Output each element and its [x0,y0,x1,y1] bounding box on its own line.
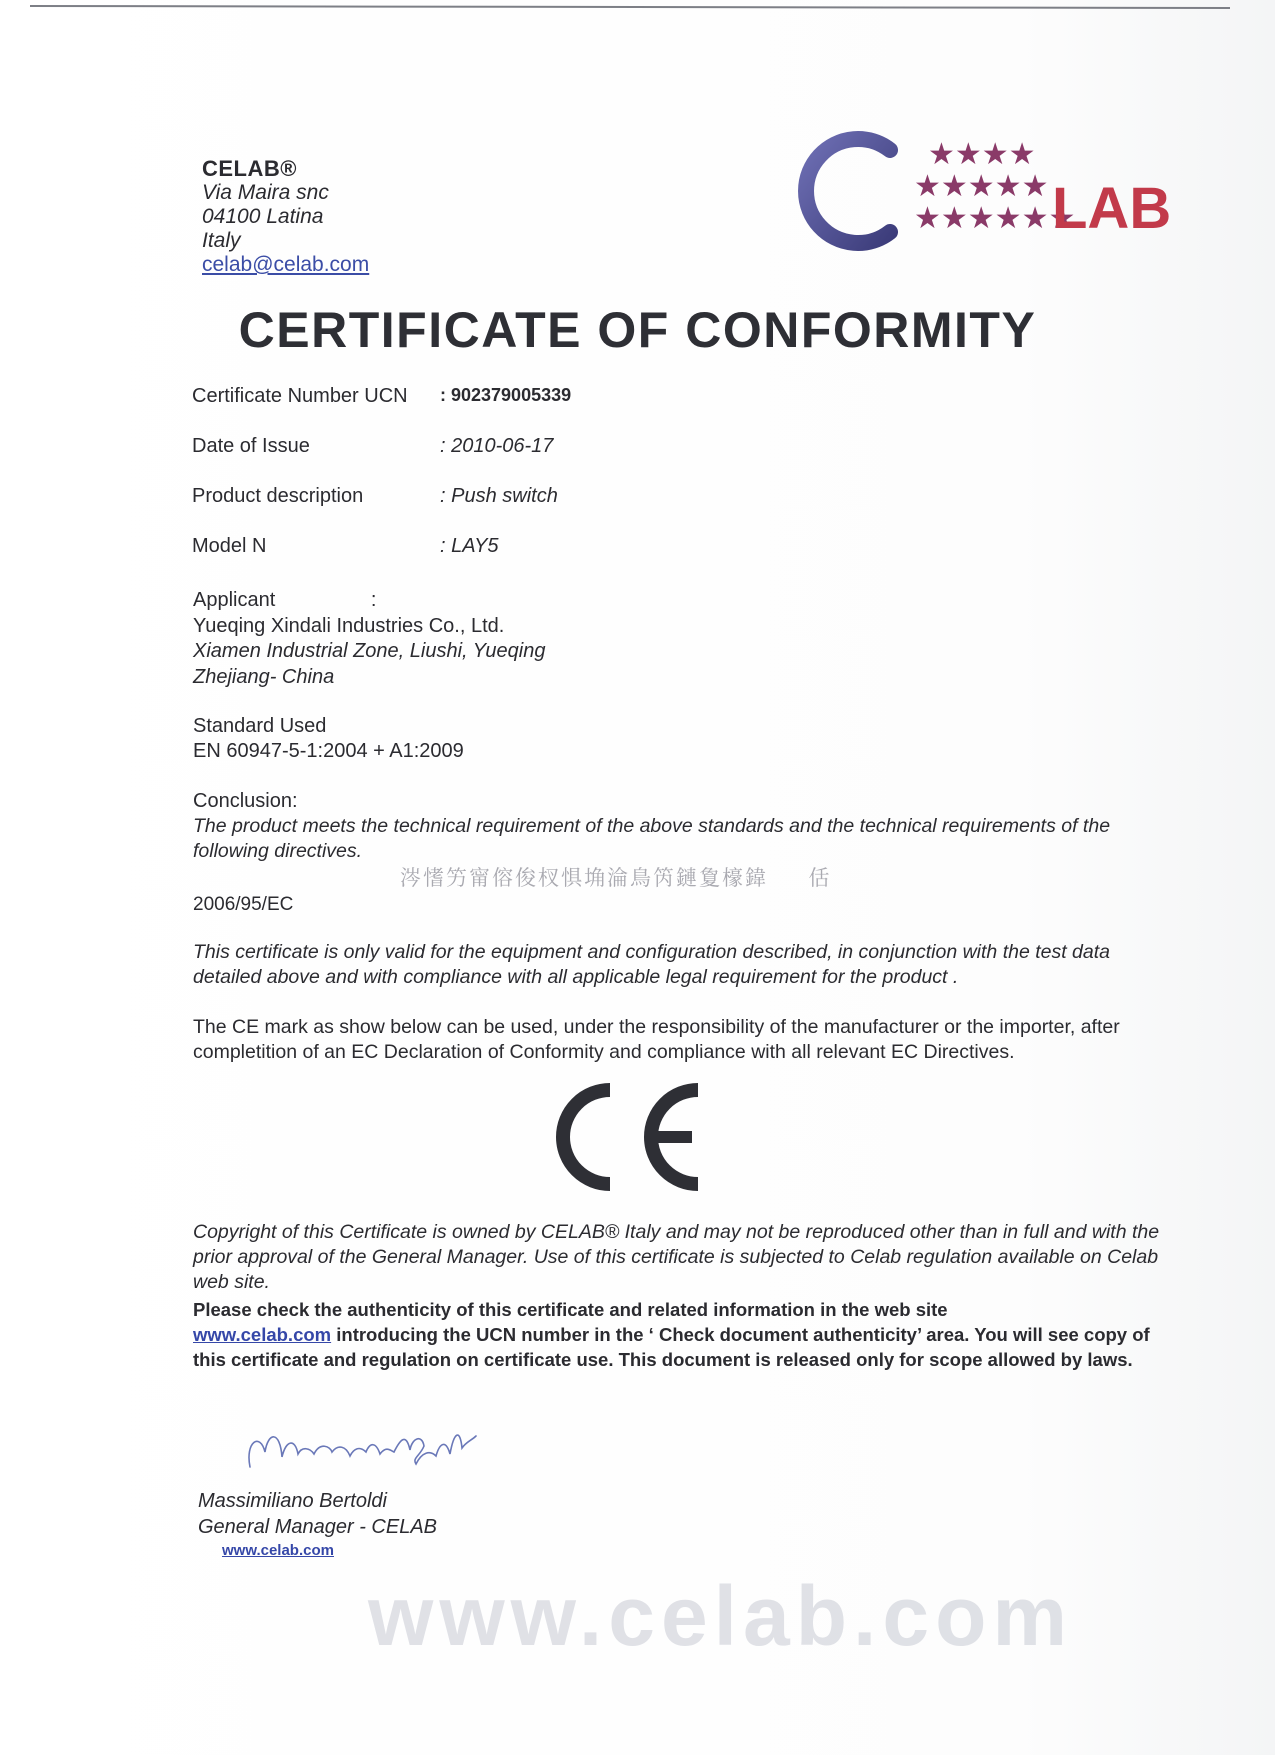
authenticity-note [193,1297,1168,1372]
issuer-email-link[interactable]: celab@celab.com [202,253,370,276]
authenticity-web-link[interactable]: www.celab.com [193,1324,332,1345]
issuer-name: CELAB® [202,156,297,181]
issuer-address-block [202,157,369,277]
standard-block [193,714,1153,764]
issuer-address-line1: Via Maira snc [202,181,329,204]
copyright-notice: Copyright of this Certificate is owned by CELAB® Italy and may not be reproduced other than in full and with the prior approval of the General Manager. Use of this certificate is subjected to Celab regulation available on Celab web site. [193,1221,1160,1293]
svg-text:★★★★: ★★★★ [928,137,1036,172]
conclusion-label: Conclusion: [193,790,298,812]
svg-text:★★★★★★: ★★★★★★ [914,201,1076,236]
signer-web-link[interactable]: www.celab.com [222,1542,334,1559]
ce-mark-icon [540,1078,710,1196]
applicant-label: Applicant [193,589,276,611]
authenticity-text-before: Please check the authenticity of this certificate and related information in the web site [193,1299,948,1320]
product-description-label: Product description [192,485,364,507]
logo-lab-text: LAB [1052,176,1172,241]
model-value: : LAY5 [440,535,499,557]
signer-block [198,1488,437,1540]
ce-usage-note: The CE mark as show below can be used, under the responsibility of the manufacturer or the importer, after completition of an EC Declaration of Conformity and compliance with all relevant EC Directives. [193,1016,1120,1063]
validity-note: This certificate is only valid for the equipment and configuration described, in conjunction with the test data detailed above and with compliance with all applicable legal requirement for the product . [193,941,1111,988]
product-description-value: : Push switch [440,485,558,507]
signer-title: General Manager - CELAB [198,1516,438,1538]
conclusion-block [193,789,1153,864]
applicant-address: Xiamen Industrial Zone, Liushi, Yueqing [193,640,546,662]
conclusion-text: The product meets the technical requirement of the above standards and the technical requirements of the following directives. [193,815,1111,862]
date-of-issue-value: : 2010-06-17 [440,435,554,457]
celab-logo [790,128,1180,258]
certificate-number-label: Certificate Number UCN [192,385,408,407]
applicant-block [193,588,1153,690]
garbled-overlay-text: 涔愭竻甯傛俊杈惧埆淪鳥笍鏈夐檺鍏 佸 [400,866,832,890]
model-label: Model N [192,535,267,557]
certificate-title: CERTIFICATE OF CONFORMITY [238,302,1037,358]
issuer-address-line2: 04100 Latina [202,205,324,228]
authenticity-text-after: introducing the UCN number in the ‘ Check document authenticity’ area. You will see copy of this certificate and regulation on certificate use. This document is released only for scope allowed by laws. [193,1324,1150,1370]
standard-value: EN 60947-5-1:2004 + A1:2009 [193,740,464,762]
applicant-region: Zhejiang- China [193,665,335,688]
signer-name: Massimiliano Bertoldi [198,1490,387,1512]
website-watermark: www.celab.com [368,1569,1074,1663]
issuer-country: Italy [202,229,241,252]
logo-c-letter [806,139,890,243]
applicant-colon: : [370,589,377,611]
directive-number: 2006/95/EC [193,894,294,915]
standard-label: Standard Used [193,715,327,737]
certificate-number-value: : 902379005339 [440,385,572,405]
scan-edge-line [30,5,1230,9]
date-of-issue-label: Date of Issue [192,435,310,457]
svg-text:★★★★★: ★★★★★ [914,169,1049,204]
applicant-company: Yueqing Xindali Industries Co., Ltd. [193,614,505,637]
handwritten-signature [240,1412,500,1482]
